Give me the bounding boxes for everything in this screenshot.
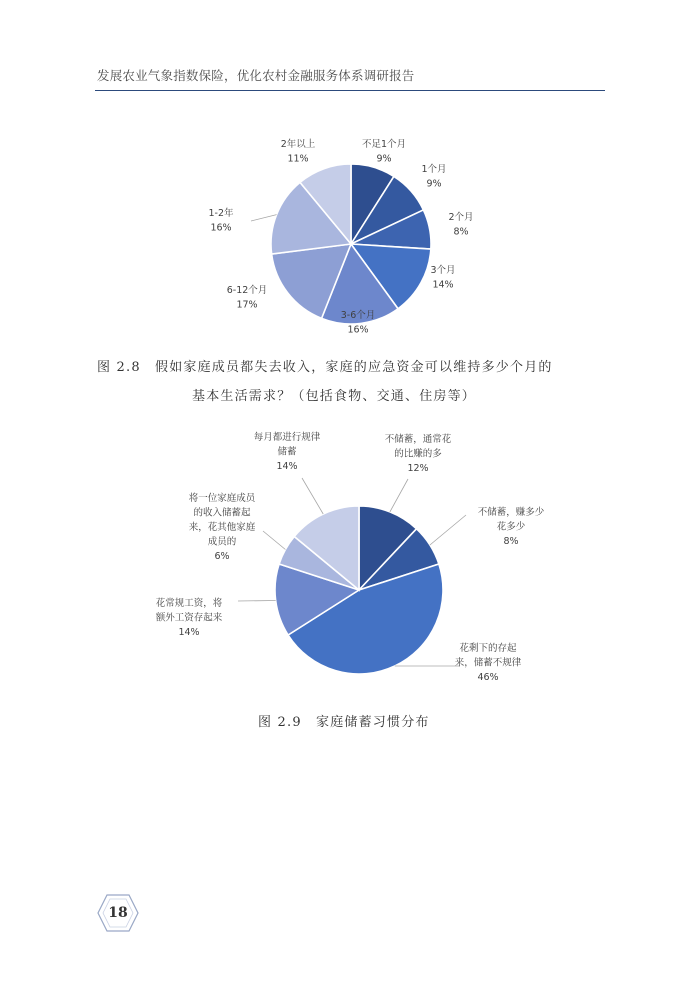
slice-label: 不储蓄，通常花的比赚的多 12% <box>384 434 452 474</box>
slice-label: 花剩下的存起来，储蓄不规律 46% <box>454 643 522 683</box>
leader-line <box>302 478 323 514</box>
running-header: 发展农业气象指数保险，优化农村金融服务体系调研报告 <box>97 68 415 83</box>
leader-line <box>430 515 466 545</box>
slice-label: 不储蓄，赚多少花多少 8% <box>477 507 545 547</box>
leader-line <box>390 479 408 512</box>
slice-label: 1个月 9% <box>421 164 447 190</box>
slice-label: 3-6个月 16% <box>340 310 376 336</box>
leader-line <box>251 215 277 221</box>
page-number: 18 <box>108 905 128 921</box>
slice-label: 每月都进行规律储蓄 14% <box>253 432 321 472</box>
figure-2-8-caption-line2: 基本生活需求？（包括食物、交通、住房等） <box>192 389 477 404</box>
slice-label: 不足1个月 9% <box>361 139 407 165</box>
slice-label: 6-12个月 17% <box>226 285 268 311</box>
slice-label: 1-2年 16% <box>208 208 234 234</box>
slice-label: 将一位家庭成员的收入储蓄起来，花其他家庭成员的 6% <box>188 493 256 562</box>
slice-label: 2个月 8% <box>448 212 474 238</box>
slice-label: 花常规工资，将额外工资存起来 14% <box>155 598 223 638</box>
leader-line <box>263 531 285 550</box>
leader-line <box>238 601 276 602</box>
slice-label: 3个月 14% <box>430 265 456 291</box>
figure-2-8-caption-line1: 图 2.8 假如家庭成员都失去收入，家庭的应急资金可以维持多少个月的 <box>97 360 553 375</box>
pie-chart-saving-habits <box>156 431 545 683</box>
pie-chart-emergency-funds <box>208 138 473 336</box>
figure-2-9-caption: 图 2.9 家庭储蓄习惯分布 <box>258 715 430 730</box>
slice-label: 2年以上 11% <box>280 139 316 165</box>
